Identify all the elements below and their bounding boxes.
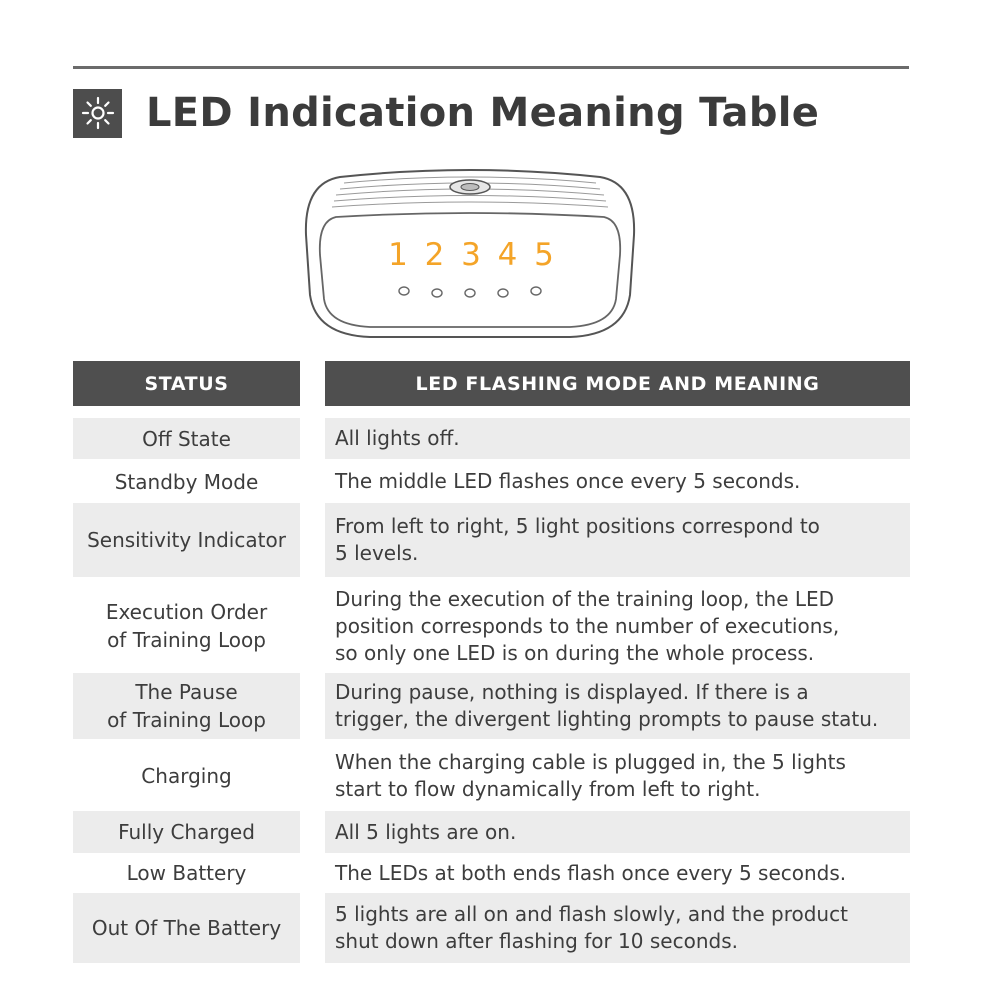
led-number-3: 3 xyxy=(461,237,481,273)
led-number-4: 4 xyxy=(497,237,518,273)
mode-cell-off-state: All lights off. xyxy=(325,418,910,459)
mode-cell-fully-charged: All 5 lights are on. xyxy=(325,811,910,853)
status-cell-execution-order: Execution Order of Training Loop xyxy=(105,600,268,652)
header-led-mode: LED FLASHING MODE AND MEANING xyxy=(325,361,910,406)
status-cell-pause: The Pause of Training Loop xyxy=(73,673,300,739)
mode-cell-standby-mode: The middle LED flashes once every 5 seconds. xyxy=(335,469,801,493)
led-number-1: 1 xyxy=(388,237,408,273)
mode-cell-sensitivity-indicator: From left to right, 5 light positions correspond to 5 levels. xyxy=(325,503,910,577)
mode-cell-pause: During pause, nothing is displayed. If there is a trigger, the divergent lighting prompts to pause statu. xyxy=(325,673,910,739)
status-cell-standby-mode: Standby Mode xyxy=(114,469,259,494)
mode-cell-charging: When the charging cable is plugged in, the 5 lights start to flow dynamically from left to right. xyxy=(335,750,846,801)
mode-cell-out-of-battery: 5 lights are all on and flash slowly, and the product shut down after flashing for 10 seconds. xyxy=(325,893,910,963)
led-number-labels xyxy=(386,237,556,273)
status-cell-low-battery: Low Battery xyxy=(126,861,247,885)
sun-icon xyxy=(73,89,122,138)
top-divider xyxy=(73,66,909,69)
mode-cell-low-battery: The LEDs at both ends flash once every 5 seconds. xyxy=(335,860,847,885)
mode-cell-execution-order: During the execution of the training loop, the LED position corresponds to the number of executions, so only one LED is on during the whole process. xyxy=(335,586,840,665)
led-number-2: 2 xyxy=(424,237,445,273)
status-cell-fully-charged: Fully Charged xyxy=(73,811,300,853)
title-row xyxy=(73,86,819,140)
status-cell-out-of-battery: Out Of The Battery xyxy=(73,893,300,963)
led-number-5: 5 xyxy=(534,237,554,273)
status-cell-off-state: Off State xyxy=(73,418,300,459)
status-cell-charging: Charging xyxy=(141,764,232,788)
status-cell-sensitivity-indicator: Sensitivity Indicator xyxy=(73,503,300,577)
page-title: LED Indication Meaning Table xyxy=(146,90,820,136)
header-status: STATUS xyxy=(73,361,300,406)
